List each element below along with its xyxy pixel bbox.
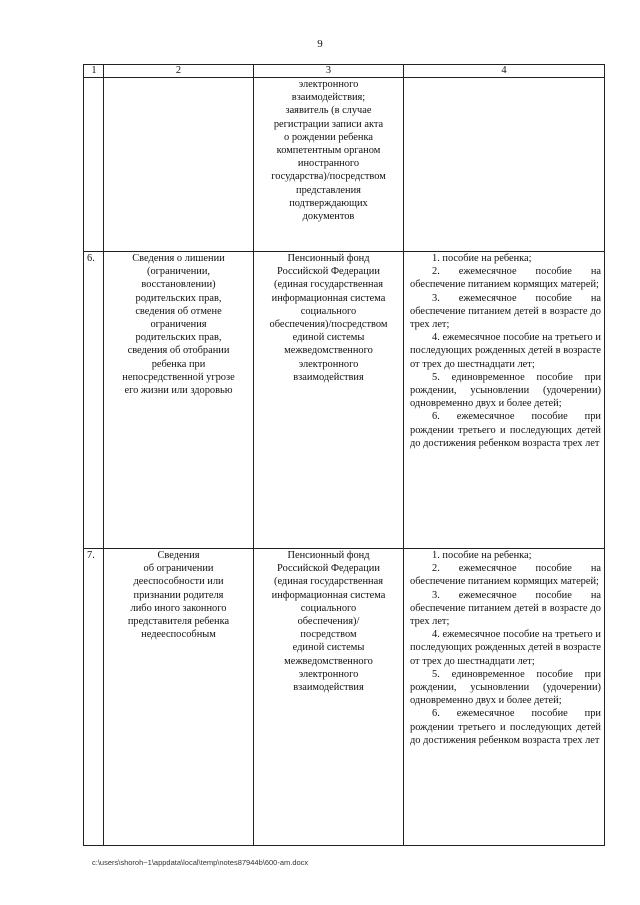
text-line: социального — [300, 305, 357, 317]
cell-data-type — [104, 252, 254, 549]
text-line: Российской Федерации — [277, 563, 380, 575]
table-row-7 — [84, 549, 605, 846]
text-line: представителя ребенка — [127, 616, 230, 628]
text-line: посредством — [300, 629, 357, 641]
text-line: единой системы — [292, 642, 365, 654]
benefit-item: 6. ежемесячное пособие при рождении третьего и последующих детей до достижения ребенком возраста трех лет — [410, 411, 601, 449]
benefit-item: 4. ежемесячное пособие на третьего и последующих рожденных детей в возрасте от трех до шестнадцати лет; — [410, 332, 601, 370]
benefit-item: 4. ежемесячное пособие на третьего и последующих рожденных детей в возрасте от трех до шестнадцати лет; — [410, 629, 601, 667]
text-line: восстановлении) — [141, 279, 216, 291]
text-line: ограничения — [150, 319, 207, 331]
benefit-item: 1. пособие на ребенка; — [432, 253, 532, 264]
text-line: Сведения — [157, 550, 200, 561]
text-line: взаимодействия — [293, 682, 364, 694]
header-cell-1: 1 — [84, 65, 104, 78]
text-line: обеспечения)/посредством — [269, 319, 388, 331]
text-line: недееспособным — [141, 629, 216, 641]
text-line: электронного — [298, 358, 359, 370]
text-line: взаимодействия; — [291, 92, 366, 104]
text-line: обеспечения)/ — [297, 616, 360, 628]
text-line: информационная система — [271, 589, 386, 601]
text-line: (ограничении, — [147, 266, 210, 278]
cell-source — [254, 549, 404, 846]
benefit-item: 1. пособие на ребенка; — [432, 550, 532, 561]
text-line: его жизни или здоровью — [124, 385, 233, 397]
benefit-item: 5. единовременное пособие при рождении, усыновлении (удочерении) одновременно двух и более детей; — [410, 668, 601, 707]
text-line: либо иного законного — [130, 602, 227, 614]
text-line: ребенка при — [151, 358, 206, 370]
table-row-continuation — [84, 78, 605, 252]
text-line: непосредственной угрозе — [122, 371, 235, 383]
benefit-item: 6. ежемесячное пособие при рождении третьего и последующих детей до достижения ребенком возраста трех лет — [410, 708, 601, 746]
text-line: подтверждающих — [289, 197, 368, 209]
cell-benefits — [404, 549, 605, 846]
text-line: (единая государственная — [273, 576, 384, 588]
row-number: 6. — [84, 252, 104, 549]
text-line: единой системы — [292, 332, 365, 344]
text-line: документов — [302, 211, 355, 223]
table-row-6 — [84, 252, 605, 549]
cell-benefits — [404, 252, 605, 549]
text-line: электронного — [298, 668, 359, 680]
text-line: сведения об отобрании — [127, 345, 230, 357]
cell-data-type — [104, 549, 254, 846]
text-line: родительских прав, — [135, 292, 222, 304]
text-line: государства)/посредством — [271, 171, 386, 183]
text-line: сведения об отмене — [135, 305, 222, 317]
text-line: информационная система — [271, 292, 386, 304]
cell-col4 — [404, 78, 605, 252]
header-cell-3: 3 — [254, 65, 404, 78]
table-header-row — [84, 65, 605, 78]
benefit-item: 3. ежемесячное пособие на обеспечение питанием детей в возрасте до трех лет; — [410, 292, 601, 331]
text-line: Пенсионный фонд — [287, 550, 370, 561]
text-line: иностранного — [297, 158, 360, 170]
text-line: родительских прав, — [135, 332, 222, 344]
page-number: 9 — [317, 38, 323, 50]
header-cell-2: 2 — [104, 65, 254, 78]
text-line: признании родителя — [133, 589, 224, 601]
text-line: дееспособности или — [133, 576, 224, 588]
text-line: взаимодействия — [293, 371, 364, 383]
benefit-item: 3. ежемесячное пособие на обеспечение питанием детей в возрасте до трех лет; — [410, 589, 601, 628]
text-line: заявитель (в случае — [285, 105, 372, 117]
text-line: Пенсионный фонд — [287, 253, 370, 264]
row-number: 7. — [84, 549, 104, 846]
text-line: компетентным органом — [276, 145, 381, 157]
text-line: (единая государственная — [273, 279, 384, 291]
cell-col2 — [104, 78, 254, 252]
text-line: о рождении ребенка — [284, 131, 373, 143]
header-cell-4: 4 — [404, 65, 605, 78]
text-line: Сведения о лишении — [132, 253, 225, 264]
file-path-footer: c:\users\shoroh~1\appdata\local\temp\notes87944b\600-am.docx — [92, 858, 309, 867]
text-line: представления — [296, 184, 361, 196]
text-line: Российской Федерации — [277, 266, 380, 278]
cell-source — [254, 252, 404, 549]
text-line: межведомственного — [284, 345, 373, 357]
text-line: регистрации записи акта — [273, 118, 384, 130]
document-table — [83, 64, 605, 846]
text-line: электронного — [298, 79, 359, 90]
text-line: межведомственного — [284, 655, 373, 667]
benefit-item: 5. единовременное пособие при рождении, усыновлении (удочерении) одновременно двух и более детей; — [410, 371, 601, 410]
cell-col3 — [254, 78, 404, 252]
text-line: социального — [300, 602, 357, 614]
benefit-item: 2. ежемесячное пособие на обеспечение питанием кормящих матерей; — [410, 563, 601, 588]
cell-num — [84, 78, 104, 252]
text-line: об ограничении — [143, 563, 214, 575]
benefit-item: 2. ежемесячное пособие на обеспечение питанием кормящих матерей; — [410, 266, 601, 291]
